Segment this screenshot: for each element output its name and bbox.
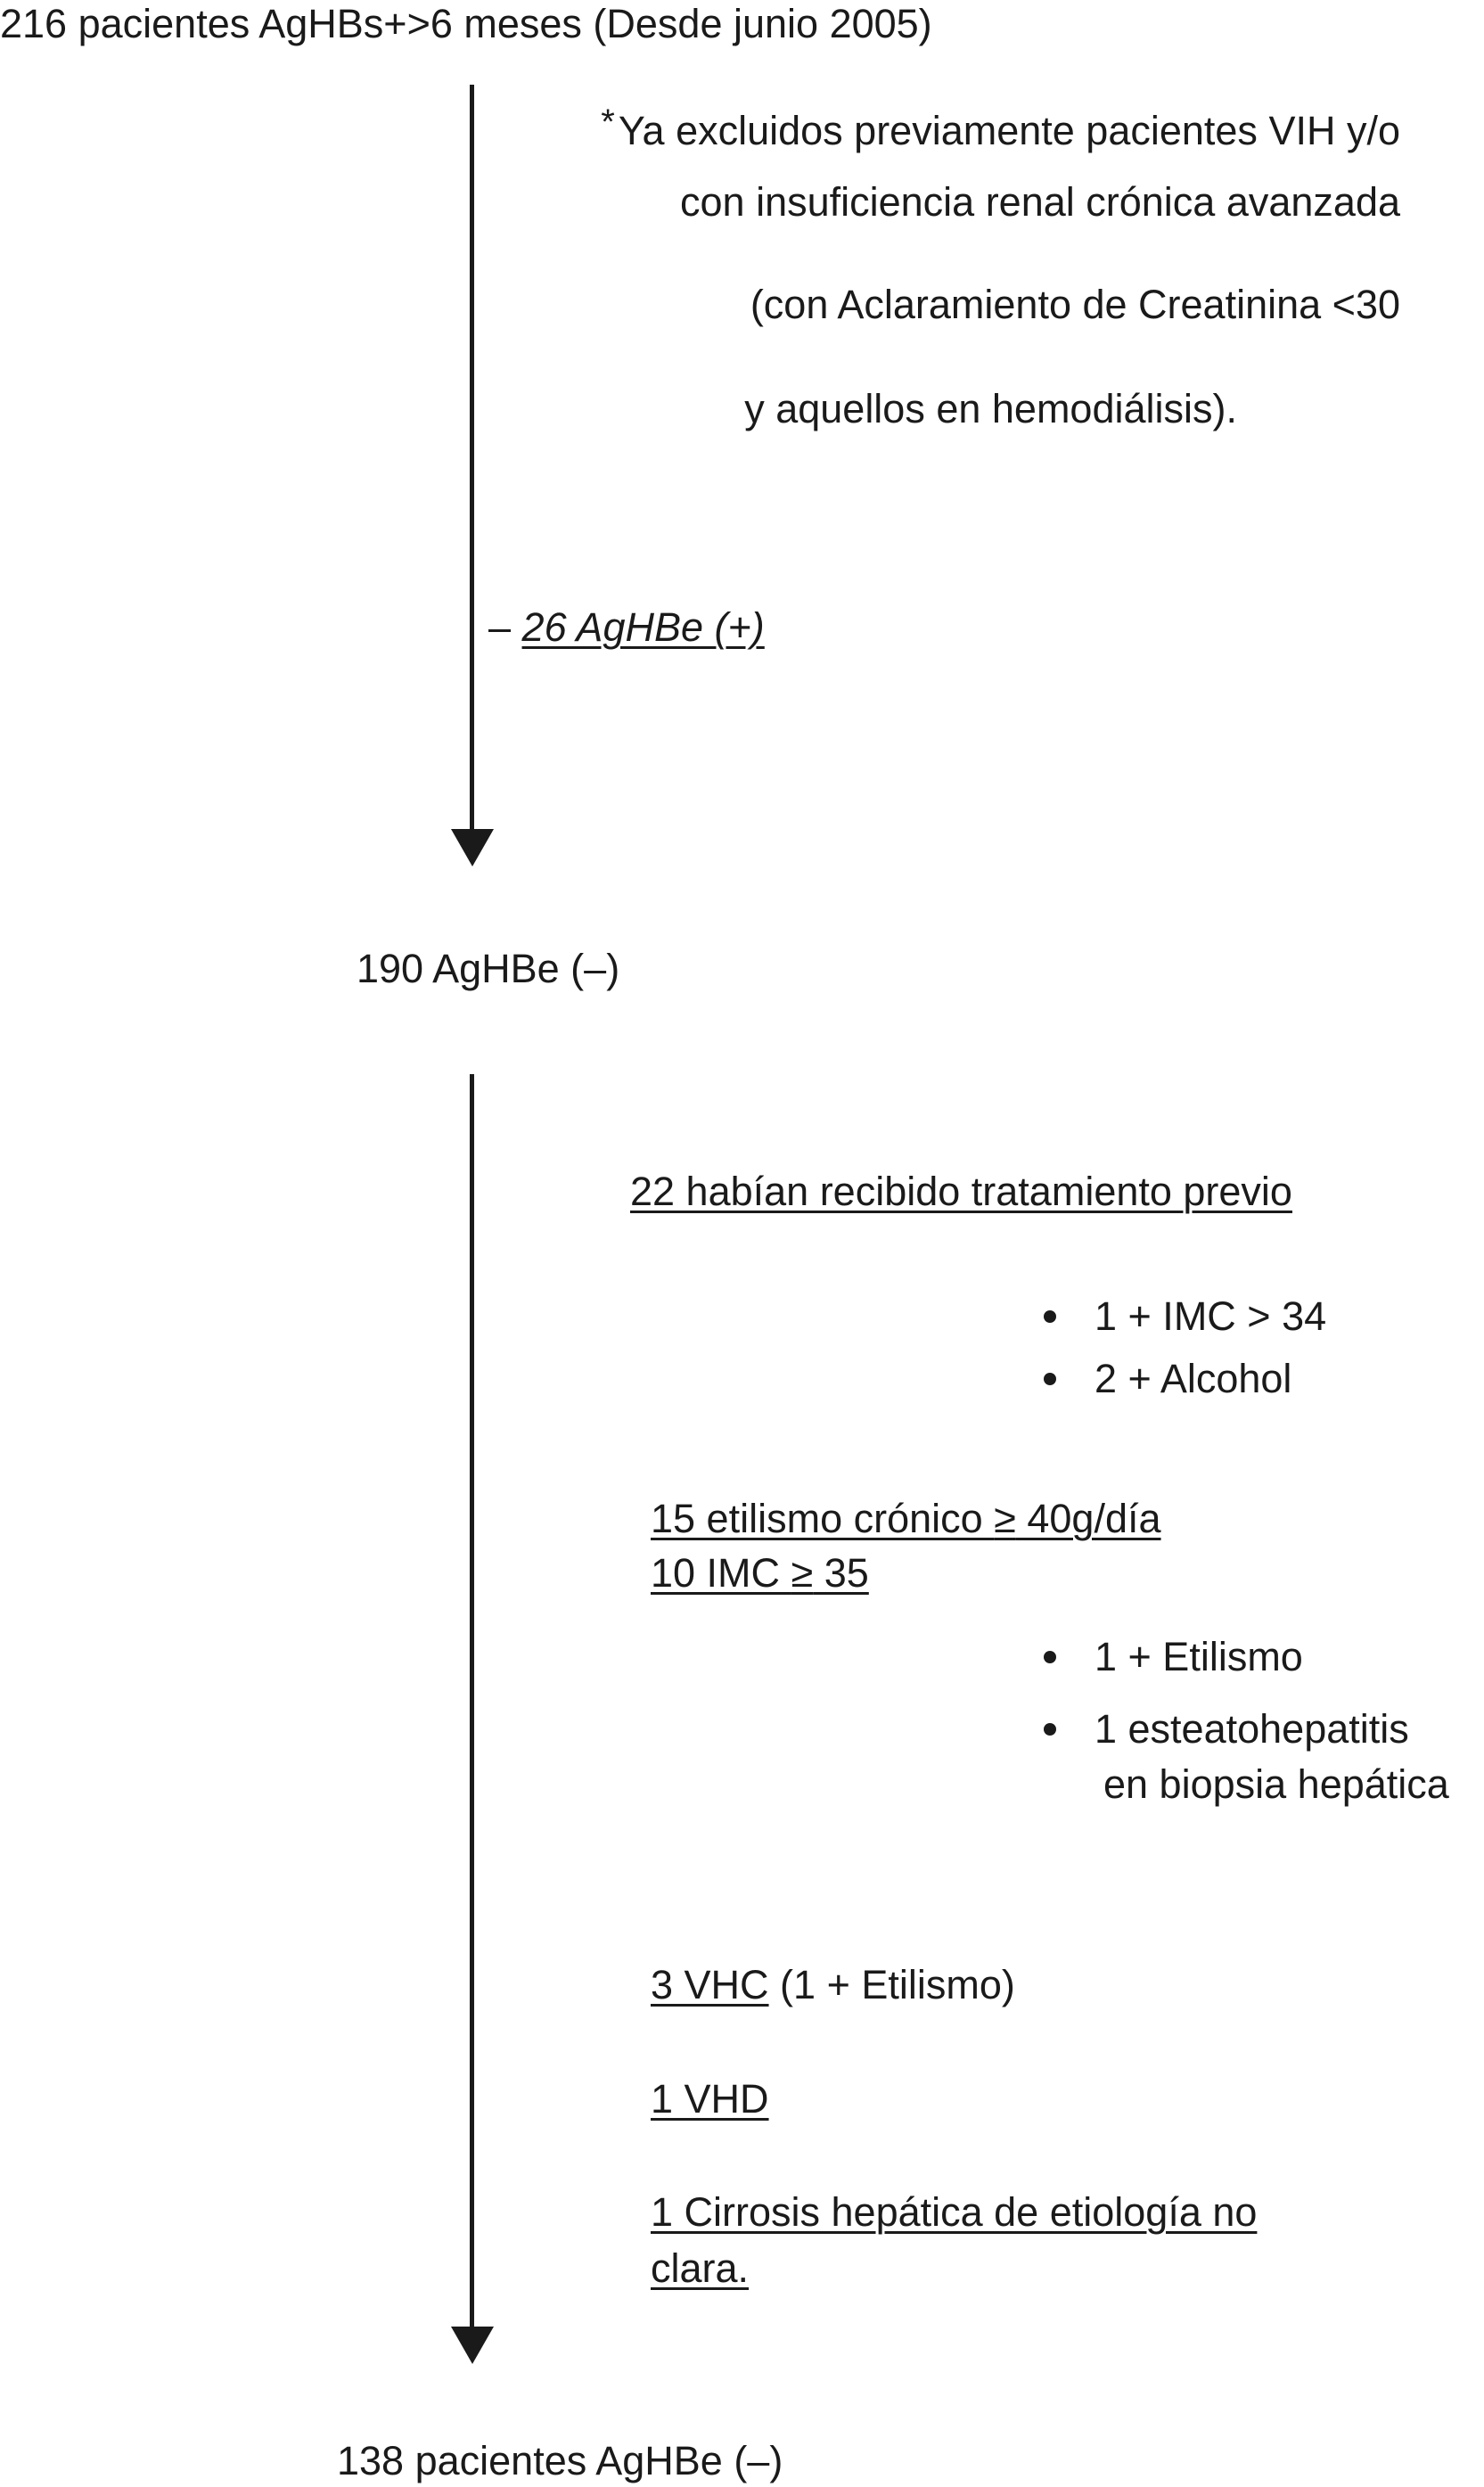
bullet-imc: 1 + IMC > 34 [1095,1293,1327,1339]
note-line-2: con insuficiencia renal crónica avanzada [680,179,1400,225]
bullet-dot [1044,1723,1056,1736]
bullet-esteatohepatitis-cont: en biopsia hepática [1103,1761,1449,1807]
exclusion-1-label: 26 AgHBe (+) [521,604,765,650]
arrowhead-2 [451,2327,494,2364]
bullet-dot [1044,1373,1056,1385]
bullet-esteatohepatitis: 1 esteatohepatitis [1095,1706,1409,1752]
vhc-note: (1 + Etilismo) [768,1962,1015,2007]
note-line-1-text: Ya excluidos previamente pacientes VIH y/o [618,108,1400,153]
note-line-3: (con Aclaramiento de Creatinina <30 [750,282,1400,327]
asterisk-marker: * [601,103,615,142]
exclusion-vhc [651,1961,1015,2009]
exclusion-1 [488,603,765,652]
bullet-alcohol: 2 + Alcohol [1095,1356,1292,1401]
imc-value: 35 [813,1550,869,1596]
note-line-4: y aquellos en hemodiálisis). [744,386,1237,431]
exclusion-previous-treatment: 22 habían recibido tratamiento previo [630,1169,1292,1214]
result-190: 190 AgHBe (–) [357,946,620,991]
etilismo-value: 40g/día [1015,1496,1161,1541]
exclusion-vhd: 1 VHD [651,2076,769,2122]
exclusion-dash: – [488,604,512,650]
gte-symbol: ≥ [994,1496,1016,1541]
etilismo-text: 15 etilismo crónico [651,1496,995,1541]
arrow-shaft-2 [470,1074,474,2335]
gte-symbol: ≥ [791,1550,814,1596]
flow-header-title: 216 pacientes AgHBs+>6 meses (Desde junio 2005) [0,1,932,46]
exclusion-etilismo [651,1495,1161,1543]
arrow-shaft-1 [470,85,474,833]
exclusion-cirrosis-line-1: 1 Cirrosis hepática de etiología no [651,2189,1258,2235]
bullet-etilismo: 1 + Etilismo [1095,1634,1303,1679]
note-line-1 [601,103,1400,155]
bullet-dot [1044,1651,1056,1663]
imc-text: 10 IMC [651,1550,791,1596]
exclusion-cirrosis-line-2: clara. [651,2245,750,2291]
arrowhead-1 [451,829,494,866]
exclusion-imc [651,1549,869,1597]
vhc-label: 3 VHC [651,1962,769,2007]
result-138: 138 pacientes AgHBe (–) [337,2438,783,2483]
bullet-dot [1044,1310,1056,1323]
